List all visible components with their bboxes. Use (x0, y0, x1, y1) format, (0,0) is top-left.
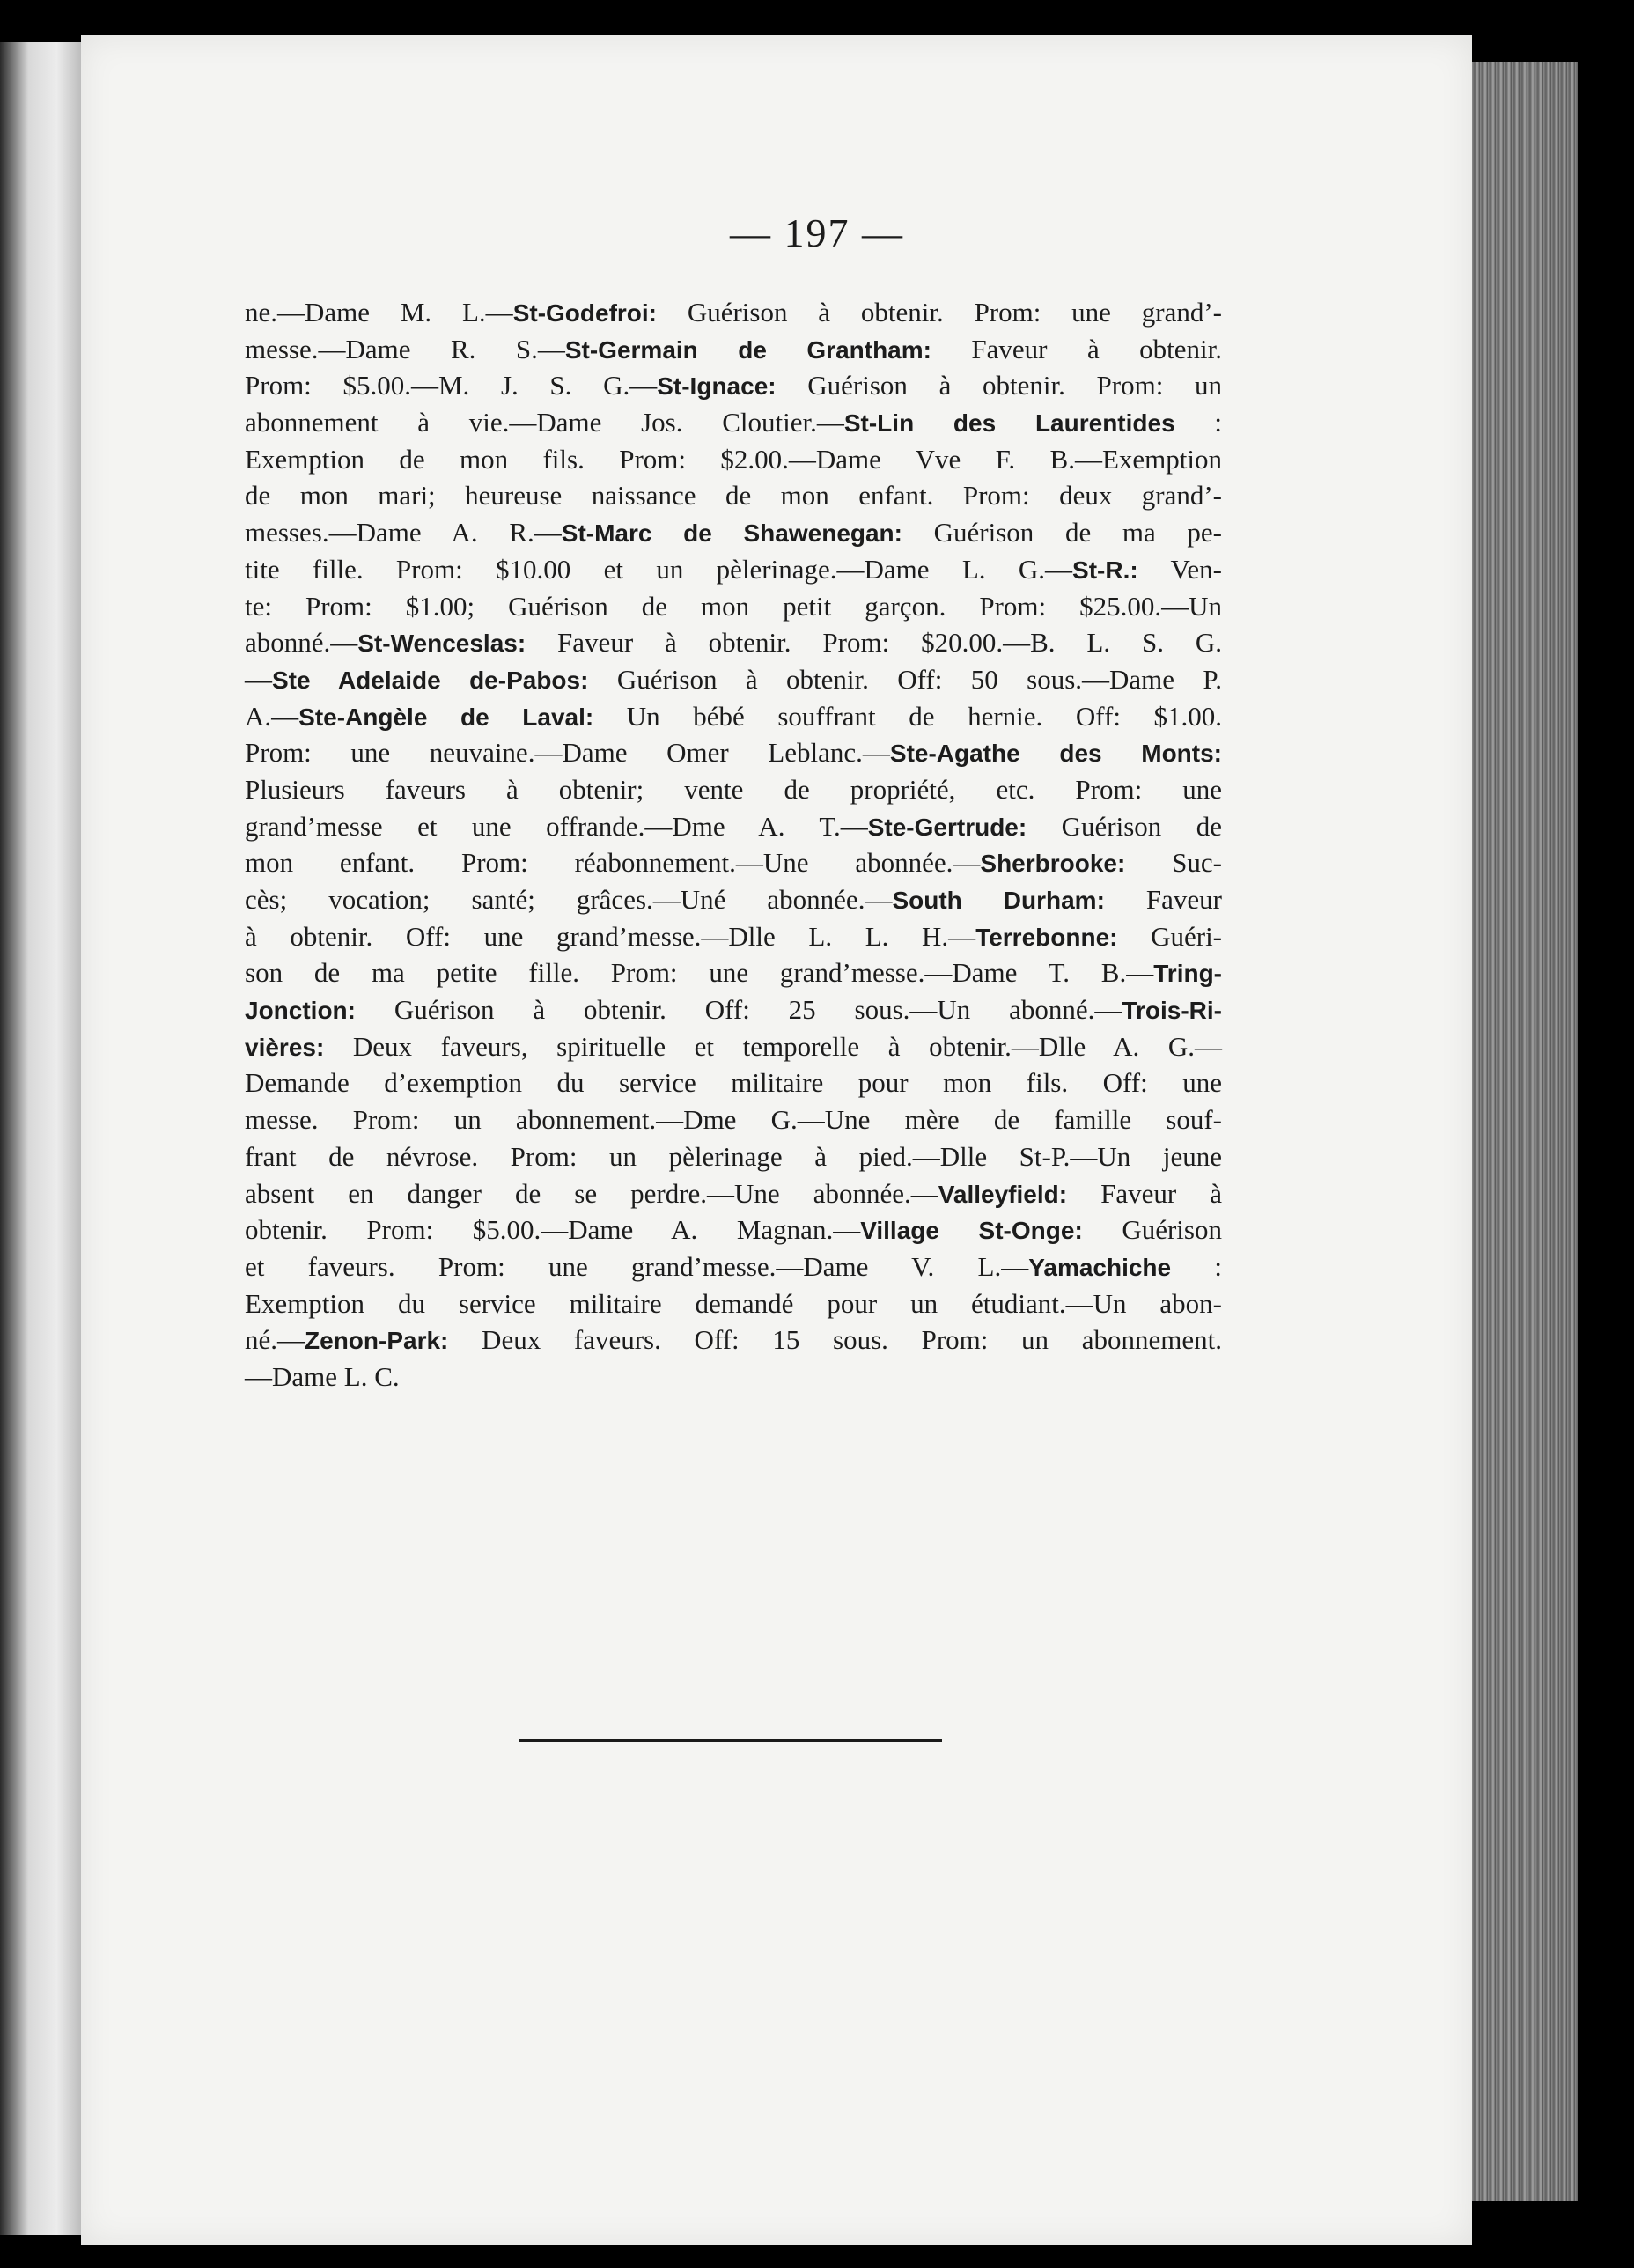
text-segment: tite fille. Prom: $10.00 et un pèlerinage.—Dame L. G.— (245, 553, 1073, 585)
place-name: Ste Adelaide de-Pabos: (272, 666, 589, 694)
text-segment: Suc- (1125, 847, 1222, 879)
place-name: St-Lin des Laurentides (843, 409, 1175, 438)
text-segment: ne.—Dame M. L.— (245, 297, 513, 328)
text-line (245, 661, 1222, 698)
text-line (245, 881, 1222, 918)
text-line (245, 1322, 1222, 1359)
place-name: Yamachiche (1028, 1253, 1172, 1281)
text-segment: abonnement à vie.—Dame Jos. Cloutier.— (245, 407, 844, 438)
text-line (245, 477, 1222, 514)
text-segment: mon enfant. Prom: réabonnement.—Une abonnée.— (245, 847, 981, 879)
place-name: St-Ignace: (657, 372, 777, 401)
text-segment: Faveur à obtenir. (931, 333, 1222, 364)
text-line (245, 1248, 1222, 1285)
text-line (245, 844, 1222, 881)
text-segment: Faveur à obtenir. Prom: $20.00.—B. L. S. G. (526, 627, 1222, 659)
text-segment: à obtenir. Off: une grand’messe.—Dlle L. L. H.— (245, 920, 976, 952)
place-name: South Durham: (892, 887, 1105, 914)
left-page-edge (0, 42, 81, 2235)
text-line (245, 1211, 1222, 1248)
text-segment: Guérison à obtenir. Prom: une grand’- (657, 297, 1222, 328)
text-line (245, 1359, 1222, 1395)
text-segment: né.— (245, 1324, 305, 1356)
text-segment: Exemption de mon fils. Prom: $2.00.—Dame Vve F. B.—Exemption (245, 443, 1222, 475)
text-segment: te: Prom: $1.00; Guérison de mon petit garçon. Prom: $25.00.—Un (245, 590, 1222, 622)
text-line (245, 771, 1222, 808)
text-segment: Un bébé souffrant de hernie. Off: $1.00. (593, 700, 1223, 732)
place-name: St-Wenceslas: (357, 630, 526, 658)
text-line (245, 808, 1222, 845)
text-segment: de mon mari; heureuse naissance de mon enfant. Prom: deux grand’- (245, 480, 1222, 512)
text-line (245, 514, 1222, 551)
text-segment: Guéri- (1117, 920, 1223, 952)
text-segment: Guérison de (1027, 810, 1222, 842)
text-segment: grand’messe et une offrande.—Dme A. T.— (245, 810, 868, 842)
place-name: Tring- (1153, 960, 1222, 988)
text-line (245, 441, 1222, 478)
text-segment: Demande d’exemption du service militaire pour mon fils. Off: une (245, 1067, 1222, 1099)
body-text (245, 294, 1222, 1395)
text-segment: abonné.— (245, 627, 358, 659)
text-segment: — (245, 663, 272, 695)
place-name: St-Germain de Grantham: (564, 335, 931, 364)
place-name: Jonction: (245, 997, 356, 1025)
place-name: Terrebonne: (975, 923, 1118, 951)
place-name: St-R.: (1072, 556, 1138, 584)
text-line (245, 734, 1222, 771)
place-name: Ste-Gertrude: (867, 813, 1027, 841)
text-segment: Deux faveurs, spirituelle et temporelle à obtenir.—Dlle A. G.— (324, 1030, 1222, 1062)
place-name: St-Godefroi: (512, 299, 657, 327)
end-rule (519, 1739, 942, 1742)
text-line (245, 1285, 1222, 1322)
page-stack-edge (1472, 62, 1578, 2201)
text-line (245, 367, 1222, 404)
place-name: Ste-Angèle de Laval: (298, 703, 594, 731)
text-line (245, 294, 1222, 331)
text-segment: Plusieurs faveurs à obtenir; vente de propriété, etc. Prom: une (245, 773, 1222, 805)
text-line (245, 1101, 1222, 1138)
text-line (245, 551, 1222, 588)
text-line (245, 991, 1222, 1028)
text-segment: messe. Prom: un abonnement.—Dme G.—Une mère de famille souf- (245, 1104, 1222, 1136)
place-name: Trois-Ri- (1122, 997, 1222, 1025)
text-line (245, 588, 1222, 625)
place-name: Sherbrooke: (980, 850, 1126, 878)
place-name: Village St-Onge: (860, 1217, 1083, 1245)
text-segment: : (1171, 1250, 1222, 1282)
text-segment: Faveur à (1067, 1177, 1223, 1209)
text-segment: Guérison de ma pe- (902, 517, 1222, 549)
text-segment: Guérison à obtenir. Off: 50 sous.—Dame P. (588, 663, 1222, 695)
text-segment: obtenir. Prom: $5.00.—Dame A. Magnan.— (245, 1214, 861, 1246)
text-line (245, 404, 1222, 441)
text-line (245, 1064, 1222, 1101)
text-segment: Ven- (1137, 553, 1222, 585)
text-segment: Faveur (1104, 884, 1223, 915)
text-line (245, 331, 1222, 368)
text-segment: son de ma petite fille. Prom: une grand’messe.—Dame T. B.— (245, 957, 1154, 989)
place-name: Valleyfield: (938, 1180, 1068, 1208)
text-segment: absent en danger de se perdre.—Une abonnée.— (245, 1177, 938, 1209)
text-segment: Prom: une neuvaine.—Dame Omer Leblanc.— (245, 737, 890, 769)
text-line (245, 1175, 1222, 1212)
text-segment: et faveurs. Prom: une grand’messe.—Dame V. L.— (245, 1250, 1029, 1282)
text-segment: A.— (245, 700, 299, 732)
text-segment: messes.—Dame A. R.— (245, 517, 562, 549)
text-line (245, 624, 1222, 661)
place-name: Zenon-Park: (305, 1327, 449, 1355)
place-name: St-Marc de Shawenegan: (561, 519, 902, 548)
text-segment: messe.—Dame R. S.— (245, 333, 565, 364)
text-segment: Guérison à obtenir. Prom: un (776, 370, 1222, 401)
text-segment: : (1174, 407, 1223, 438)
text-segment: —Dame L. C. (245, 1360, 400, 1392)
text-segment: Exemption du service militaire demandé pour un étudiant.—Un abon- (245, 1287, 1222, 1319)
text-line (245, 698, 1222, 735)
page-number: — 197 — (730, 210, 904, 255)
text-segment: Guérison (1082, 1214, 1222, 1246)
place-name: Ste-Agathe des Monts: (889, 740, 1222, 768)
text-segment: Guérison à obtenir. Off: 25 sous.—Un abonné.— (356, 994, 1122, 1026)
text-line (245, 918, 1222, 955)
text-line (245, 1138, 1222, 1175)
text-line (245, 954, 1222, 991)
text-line (245, 1028, 1222, 1065)
text-segment: Deux faveurs. Off: 15 sous. Prom: un abonnement. (448, 1324, 1222, 1356)
text-segment: cès; vocation; santé; grâces.—Uné abonnée.— (245, 884, 893, 915)
place-name: vières: (245, 1033, 325, 1061)
text-segment: frant de névrose. Prom: un pèlerinage à pied.—Dlle St-P.—Un jeune (245, 1140, 1222, 1172)
text-segment: Prom: $5.00.—M. J. S. G.— (245, 370, 658, 401)
